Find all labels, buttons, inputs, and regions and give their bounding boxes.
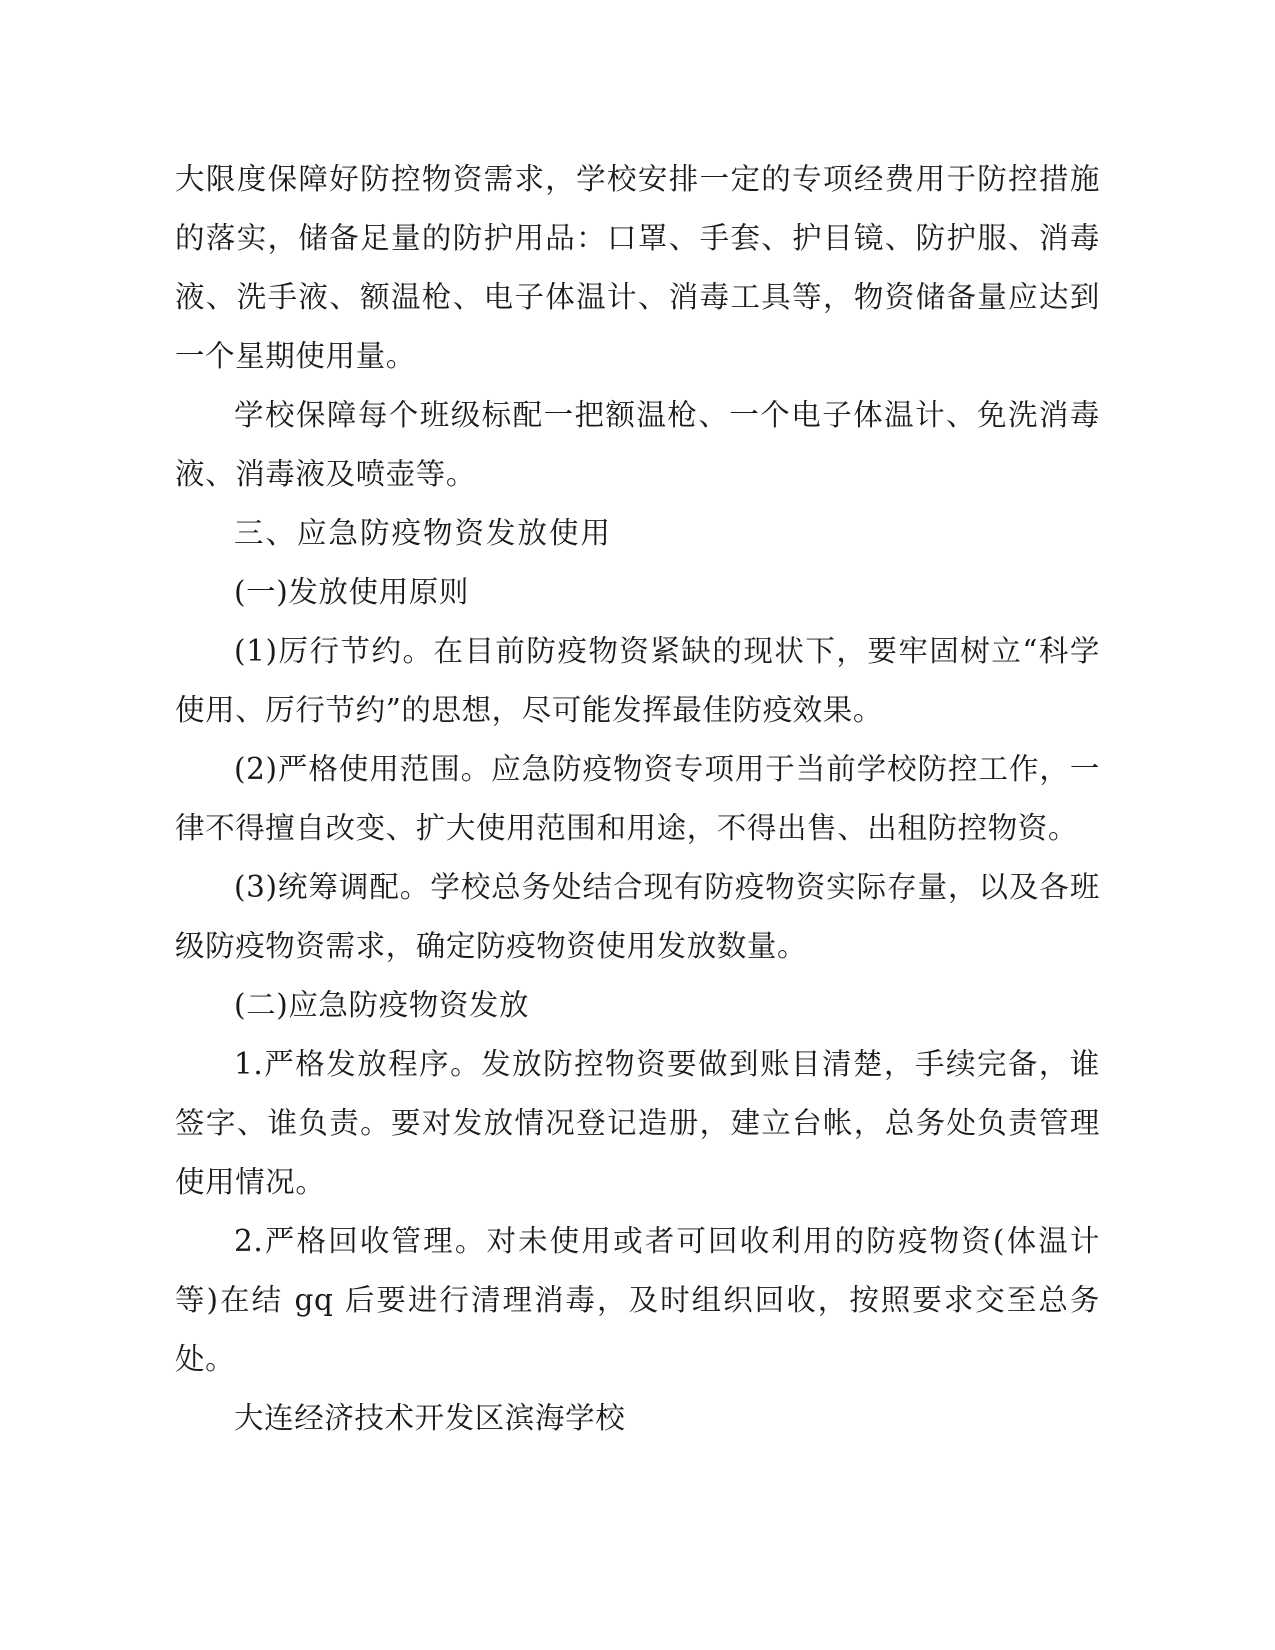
paragraph-item-3-coordination: (3)统筹调配。学校总务处结合现有防疫物资实际存量，以及各班级防疫物资需求，确定防疫物资使用发放数量。 xyxy=(175,870,1100,963)
heading-subsection-one: (一)发放使用原则 xyxy=(234,575,469,609)
paragraph-item-1-thrift: (1)厉行节约。在目前防疫物资紧缺的现状下，要牢固树立“科学使用、厉行节约”的思想，尽可能发挥最佳防疫效果。 xyxy=(175,634,1100,727)
paragraph-signature-school: 大连经济技术开发区滨海学校 xyxy=(234,1401,626,1435)
document-body xyxy=(175,150,1100,1448)
heading-section-three: 三、应急防疫物资发放使用 xyxy=(234,516,613,550)
paragraph-item-2-strict-scope: (2)严格使用范围。应急防疫物资专项用于当前学校防控工作，一律不得擅自改变、扩大使用范围和用途，不得出售、出租防控物资。 xyxy=(175,752,1100,845)
paragraph-item-1-issue-procedure: 1.严格发放程序。发放防控物资要做到账目清楚，手续完备，谁签字、谁负责。要对发放情况登记造册，建立台帐，总务处负责管理使用情况。 xyxy=(175,1047,1100,1199)
paragraph-class-equipment: 学校保障每个班级标配一把额温枪、一个电子体温计、免洗消毒液、消毒液及喷壶等。 xyxy=(175,398,1100,491)
paragraph-supply-guarantee: 大限度保障好防控物资需求，学校安排一定的专项经费用于防控措施的落实，储备足量的防护用品：口罩、手套、护目镜、防护服、消毒液、洗手液、额温枪、电子体温计、消毒工具等，物资储备量应达到一个星期使用量。 xyxy=(175,162,1100,373)
paragraph-item-2-recycle-management: 2.严格回收管理。对未使用或者可回收利用的防疫物资(体温计等)在结 gq 后要进行清理消毒，及时组织回收，按照要求交至总务处。 xyxy=(175,1224,1100,1376)
heading-subsection-two: (二)应急防疫物资发放 xyxy=(234,988,530,1022)
